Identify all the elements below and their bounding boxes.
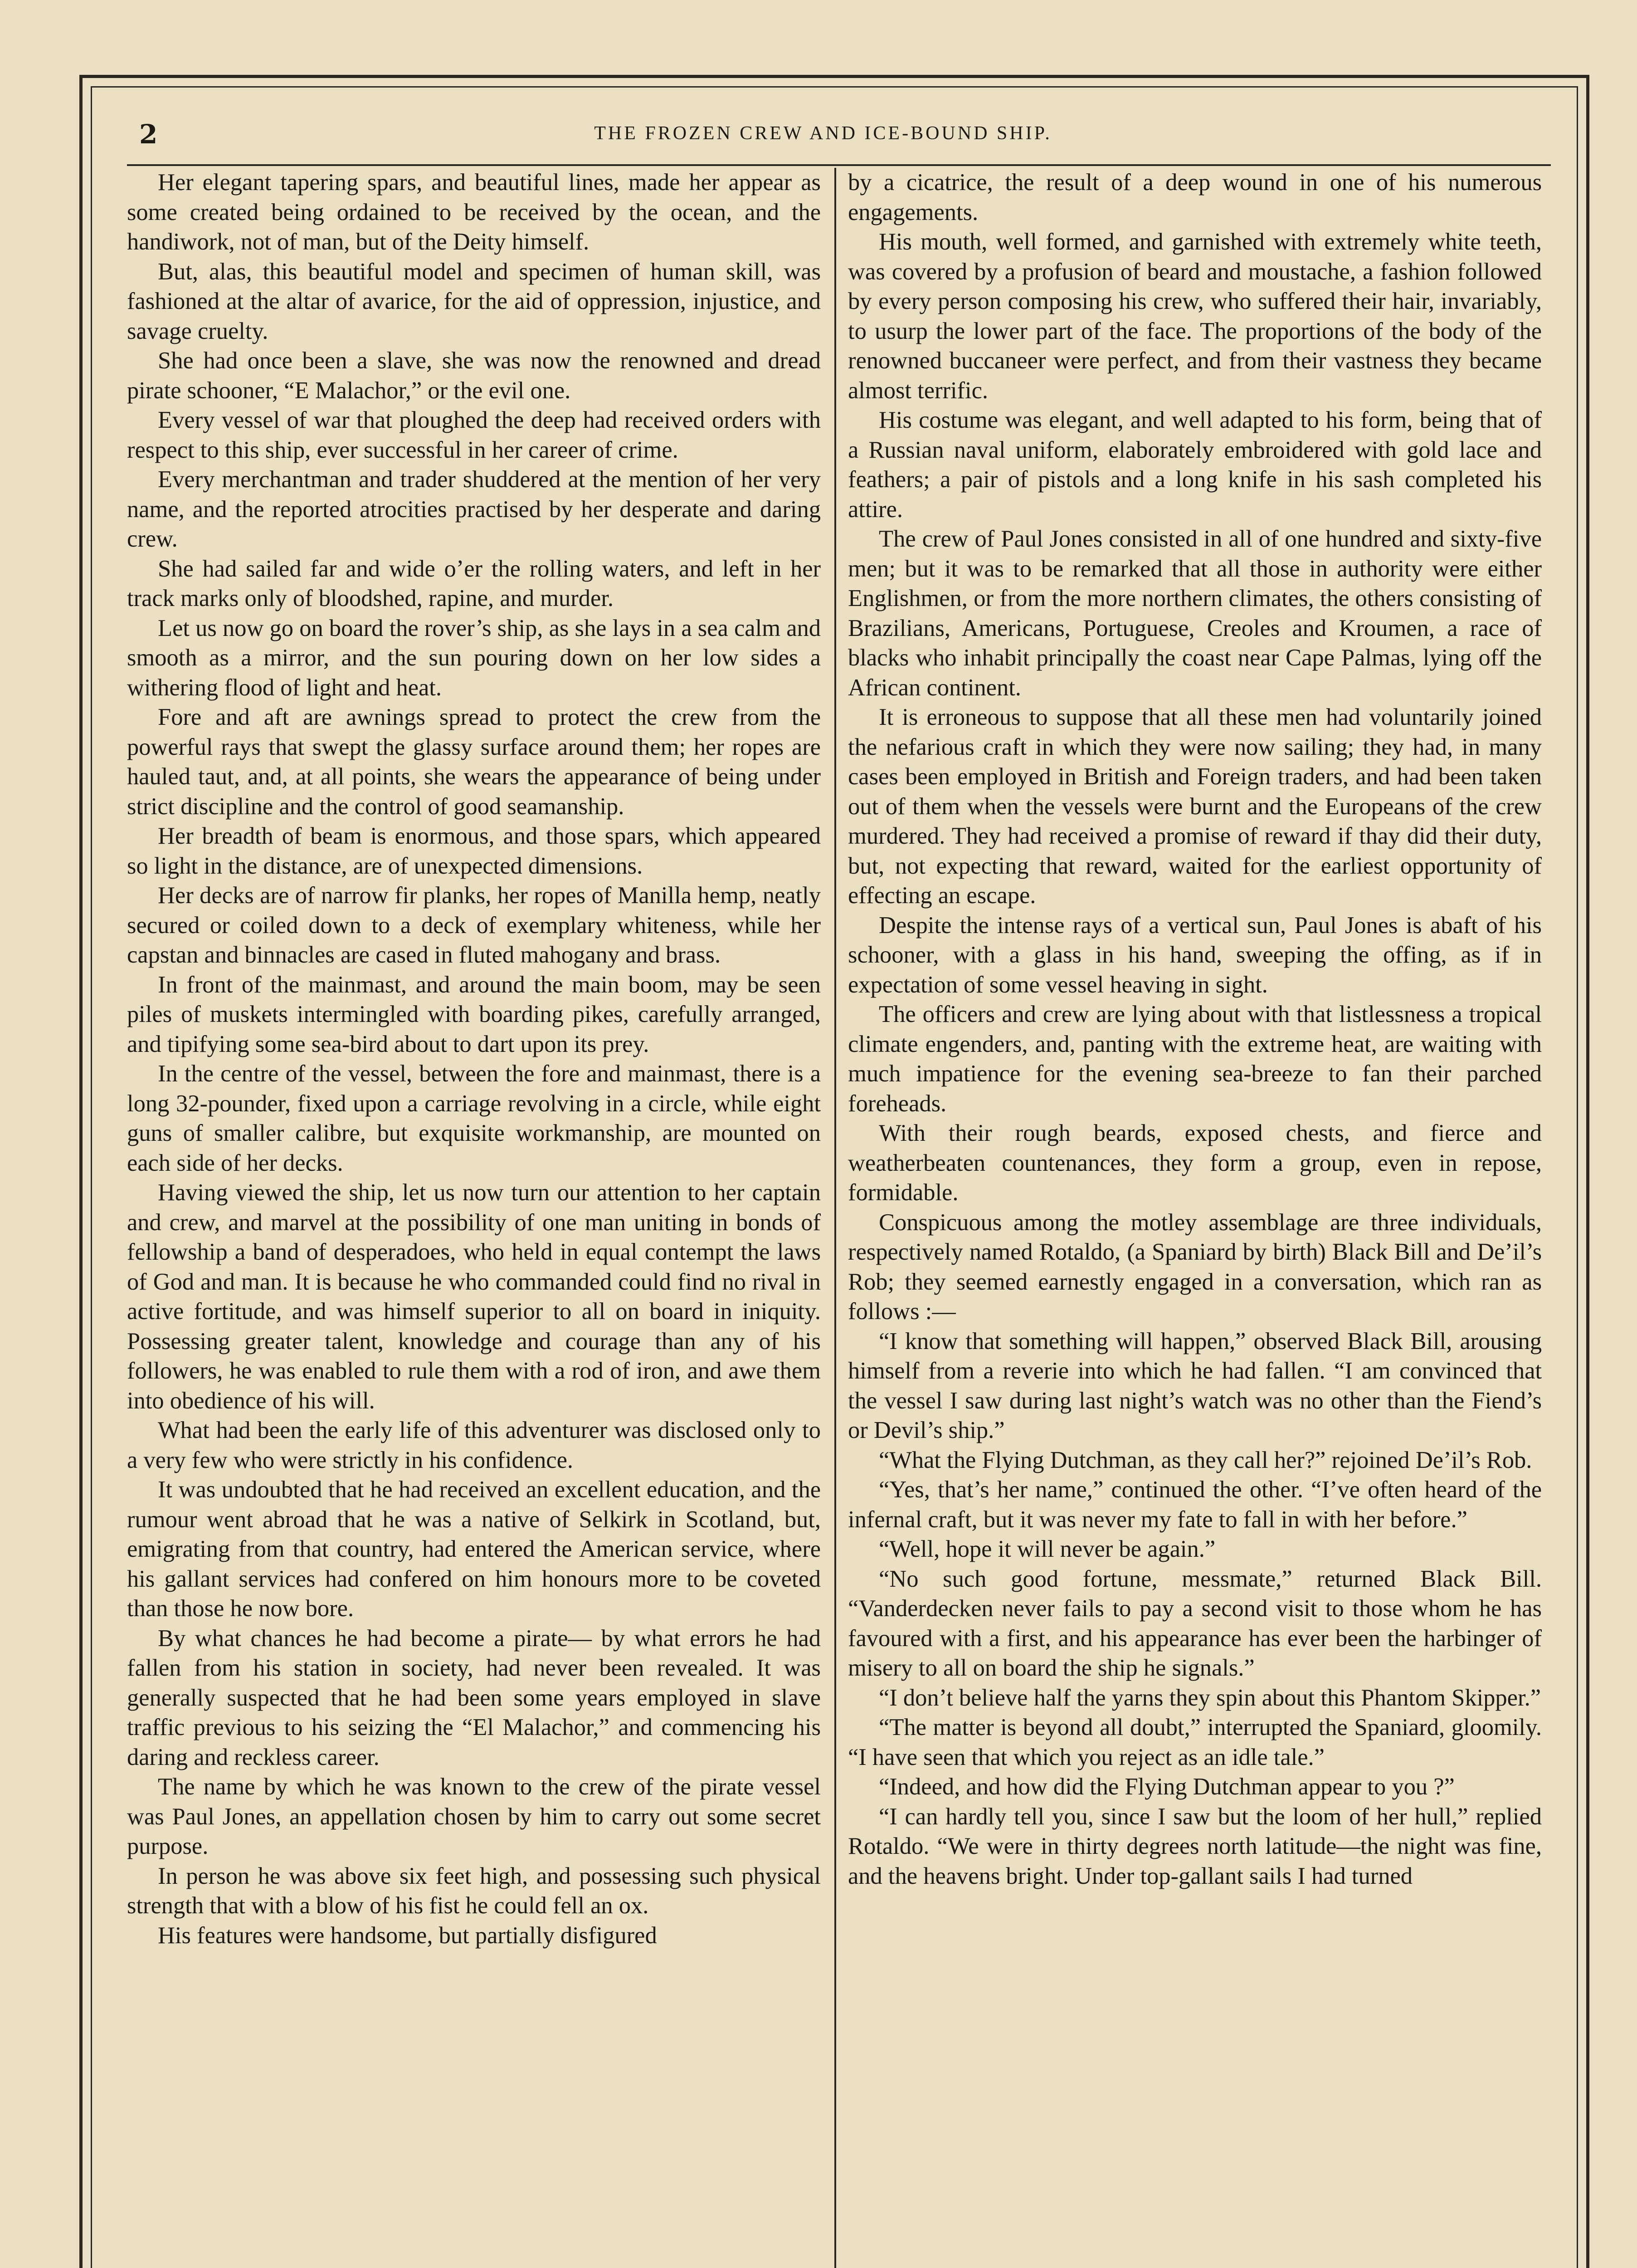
paragraph: “What the Flying Dutchman, as they call her?” rejoined De’il’s Rob.	[879, 1447, 1532, 1473]
paragraph: She had once been a slave, she was now the renowned and dread pirate schooner, “E Malachor,” or the evil one.	[127, 347, 821, 404]
paragraph: “Indeed, and how did the Flying Dutchman appear to you ?”	[879, 1774, 1455, 1800]
paragraph: “I know that something will happen,” observed Black Bill, arousing himself from a reverie into which he had fallen. “I am convinced that the vessel I saw during last night’s watch was no other than the Fiend’s or Devil’s ship.”	[848, 1328, 1542, 1443]
paragraph: “Well, hope it will never be again.”	[879, 1536, 1216, 1562]
paragraph: His features were handsome, but partially disfigured	[158, 1922, 657, 1949]
paragraph: But, alas, this beautiful model and specimen of human skill, was fashioned at the altar of avarice, for the aid of oppression, injustice, and savage cruelty.	[127, 258, 821, 344]
paragraph: Having viewed the ship, let us now turn our attention to her captain and crew, and marvel at the possibility of one man uniting in bonds of fellowship a band of desperadoes, who held in equal contempt the laws of God and man. It is because he who commanded could find no rival in active fortitude, and was himself superior to all on board in iniquity. Possessing greater talent, knowledge and courage than any of his followers, he was enabled to rule them with a rod of iron, and awe them into obedience of his will.	[127, 1179, 821, 1414]
paragraph: It is erroneous to suppose that all these men had voluntarily joined the nefarious craft in which they were now sailing; they had, in many cases been employed in British and Foreign traders, and had been taken out of them when the vessels were burnt and the Europeans of the crew murdered. They had received a promise of reward if thay did their duty, but, not expecting that reward, waited for the earliest opportunity of effecting an escape.	[848, 704, 1542, 909]
paragraph: Despite the intense rays of a vertical sun, Paul Jones is abaft of his schooner, with a glass in his hand, sweeping the offing, as if in expectation of some vessel heaving in sight.	[848, 912, 1542, 998]
paragraph: The officers and crew are lying about with that listlessness a tropical climate engenders, and, panting with the extreme heat, are waiting with much impatience for the evening sea-breeze to fan their parched foreheads.	[848, 1001, 1542, 1117]
paragraph: She had sailed far and wide o’er the rolling waters, and left in her track marks only of bloodshed, rapine, and murder.	[127, 555, 821, 611]
page-header	[97, 119, 1549, 151]
paragraph: The crew of Paul Jones consisted in all of one hundred and sixty-five men; but it was to be remarked that all those in authority were either Englishmen, or from the more northern climates, the others consisting of Brazilians, Americans, Portuguese, Creoles and Kroumen, a race of blacks who inhabit principally the coast near Cape Palmas, lying off the African continent.	[848, 526, 1542, 701]
header-rule	[127, 164, 1551, 166]
paragraph: “I can hardly tell you, since I saw but the loom of her hull,” replied Rotaldo. “We were in thirty degrees north latitude—the night was fine, and the heavens bright. Under top-gallant sails I had turned	[848, 1803, 1542, 1889]
paragraph: Conspicuous among the motley assemblage are three individuals, respectively named Rotaldo, (a Spaniard by birth) Black Bill and De’il’s Rob; they seemed earnestly engaged in a conversation, which ran as follows :—	[848, 1209, 1542, 1325]
paragraph: In front of the mainmast, and around the main boom, may be seen piles of muskets intermingled with boarding pikes, carefully arranged, and tipifying some sea-bird about to dart upon its prey.	[127, 971, 821, 1057]
paragraph: Her breadth of beam is enormous, and those spars, which appeared so light in the distance, are of unexpected dimensions.	[127, 823, 821, 879]
paragraph: Let us now go on board the rover’s ship, as she lays in a sea calm and smooth as a mirror, and the sun pouring down on her low sides a withering flood of light and heat.	[127, 615, 821, 701]
column-divider	[834, 168, 836, 2268]
paragraph: “No such good fortune, messmate,” returned Black Bill. “Vanderdecken never fails to pay a second visit to those whom he has favoured with a first, and his appearance has ever been the harbinger of misery to all on board the ship he signals.”	[848, 1565, 1542, 1681]
page-number: 2	[139, 119, 158, 150]
paragraph: His mouth, well formed, and garnished with extremely white teeth, was covered by a profusion of beard and moustache, a fashion followed by every person composing his crew, who suffered their hair, invariably, to usurp the lower part of the face. The proportions of the body of the renowned buccaneer were perfect, and from their vastness they became almost terrific.	[848, 229, 1542, 404]
paragraph: Her decks are of narrow fir planks, her ropes of Manilla hemp, neatly secured or coiled down to a deck of exemplary whiteness, while her capstan and binnacles are cased in fluted mahogany and brass.	[127, 882, 821, 968]
paragraph: The name by which he was known to the crew of the pirate vessel was Paul Jones, an appellation chosen by him to carry out some secret purpose.	[127, 1774, 821, 1859]
paragraph: His costume was elegant, and well adapted to his form, being that of a Russian naval uniform, elaborately embroidered with gold lace and feathers; a pair of pistols and a long knife in his sash completed his attire.	[848, 407, 1542, 523]
paragraph: What had been the early life of this adventurer was disclosed only to a very few who were strictly in his confidence.	[127, 1417, 821, 1473]
paragraph: “Yes, that’s her name,” continued the other. “I’ve often heard of the infernal craft, but it was never my fate to fall in with her before.”	[848, 1476, 1542, 1533]
paragraph: Every vessel of war that ploughed the deep had received orders with respect to this ship, ever successful in her career of crime.	[127, 407, 821, 463]
paragraph: With their rough beards, exposed chests, and fierce and weatherbeaten countenances, they form a group, even in repose, formidable.	[848, 1120, 1542, 1206]
running-title: THE FROZEN CREW AND ICE-BOUND SHIP.	[594, 123, 1052, 144]
paragraph: “I don’t believe half the yarns they spin about this Phantom Skipper.”	[879, 1684, 1541, 1711]
paragraph: In person he was above six feet high, and possessing such physical strength that with a blow of his fist he could fell an ox.	[127, 1862, 821, 1919]
left-text-column	[127, 168, 821, 2268]
paragraph: In the centre of the vessel, between the fore and mainmast, there is a long 32-pounder, fixed upon a carriage revolving in a circle, while eight guns of smaller calibre, but exquisite workmanship, are mounted on each side of her decks.	[127, 1061, 821, 1176]
paragraph: It was undoubted that he had received an excellent education, and the rumour went abroad that he was a native of Selkirk in Scotland, but, emigrating from that country, had entered the American service, where his gallant services had confered on him honours more to be coveted than those he now bore.	[127, 1476, 821, 1622]
paragraph: By what chances he had become a pirate— by what errors he had fallen from his station in society, had never been revealed. It was generally suspected that he had been some years employed in slave traffic previous to his seizing the “El Malachor,” and commencing his daring and reckless career.	[127, 1625, 821, 1770]
paragraph: “The matter is beyond all doubt,” interrupted the Spaniard, gloomily. “I have seen that which you reject as an idle tale.”	[848, 1714, 1542, 1770]
right-text-column	[848, 168, 1542, 2268]
continued-paragraph: by a cicatrice, the result of a deep wound in one of his numerous engagements.	[848, 169, 1542, 225]
paragraph: Every merchantman and trader shuddered at the mention of her very name, and the reported atrocities practised by her desperate and daring crew.	[127, 466, 821, 552]
paragraph: Her elegant tapering spars, and beautiful lines, made her appear as some created being ordained to be received by the ocean, and the handiwork, not of man, but of the Deity himself.	[127, 169, 821, 255]
paragraph: Fore and aft are awnings spread to protect the crew from the powerful rays that swept the glassy surface around them; her ropes are hauled taut, and, at all points, she wears the appearance of being under strict discipline and the control of good seamanship.	[127, 704, 821, 820]
